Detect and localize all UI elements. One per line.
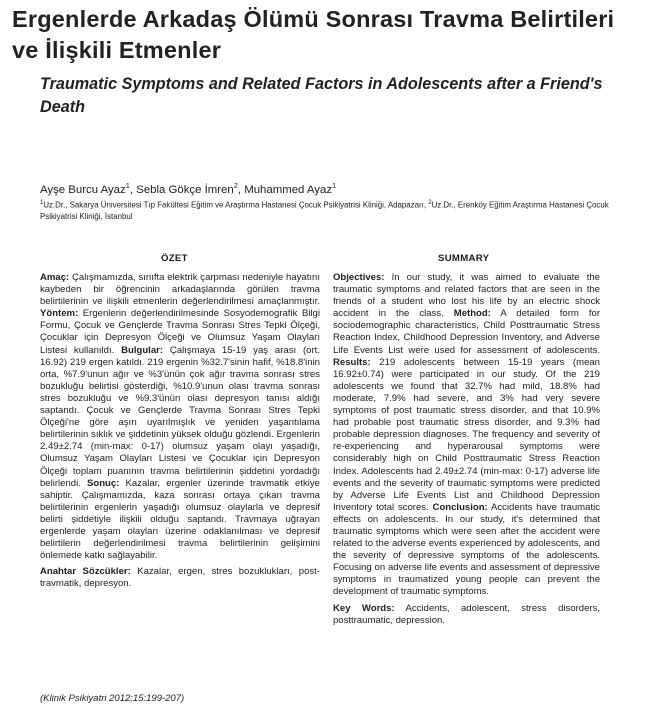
summary-abstract bbox=[333, 272, 600, 627]
amac-label: Amaç: bbox=[40, 272, 70, 283]
author-affiliation-marker: 2 bbox=[233, 181, 238, 190]
sonuc-label: Sonuç: bbox=[87, 477, 120, 489]
author-list: Ayşe Burcu Ayaz$^1$, Sebla Gökçe İmren$^2$, Muhammed Ayaz$^1$ bbox=[40, 181, 337, 196]
ozet-heading: ÖZET bbox=[161, 253, 188, 264]
bulgular-text: Çalışmaya 15-19 yaş arası (ort. 16.92) 219 ergen katıldı. 219 ergenin %32.7'sinin hafif, %18.8'inin orta, %7.9'unun ağır ve %3'ünün çok ağır travma sonrası stres bozukluğu belirtisi gösterdiği, %10.9'unun olası travma sonrası stres bozukluğu ve %9.3'ünün olası depresyon tanısı aldığı saptandı. Çocuk ve Gençlerde Travma Sonrası Stres Tepki Ölçeği'ne göre aşırı uyarılmışlık ve yeniden yaşantılama belirtilerinin sıklık ve şiddetinin yüksek olduğu gözlendi. Ergenlerin 2.49±2.74 (min-max: 0-17) olumsuz yaşam olayı yaşadığı, Olumsuz Yaşam Olayları Listesi ve Çocuklar için Depresyon Ölçeği toplam puanının travma belirtilerinin şiddetini yordadığı belirlendi. bbox=[40, 344, 320, 489]
objectives-text: In our study, it was aimed to evaluate the traumatic symptoms and related factors that are seen in the friends of a student who lost his life by an electric shock accident in the class. bbox=[333, 272, 600, 320]
ozet-body bbox=[40, 272, 320, 562]
summary-keywords bbox=[333, 603, 600, 627]
summary-heading: SUMMARY bbox=[438, 253, 490, 264]
anahtar-sozcukler-label: Anahtar Sözcükler: bbox=[40, 566, 131, 578]
conclusion-label: Conclusion: bbox=[432, 501, 488, 513]
key-words-label: Key Words: bbox=[333, 602, 395, 614]
paper-subtitle-english: Traumatic Symptoms and Related Factors in Adolescents after a Friend's Death bbox=[40, 75, 603, 116]
affiliation-marker: 2 bbox=[428, 200, 432, 206]
author-name: Ayşe Burcu Ayaz bbox=[40, 183, 126, 196]
author-affiliation-marker: 1 bbox=[332, 181, 337, 190]
journal-citation: (Klinik Psikiyatri 2012;15:199-207) bbox=[40, 693, 185, 704]
sonuc-text: Kazalar, ergenler üzerinde travmatik etkiye sahiptir. Çalışmamızda, kaza sonrası ortaya çıkan travma belirtilerinin ergenlerin yaşadığı olumsuz olaylarla ve depresif belirti şiddetiyle ilişkili olduğu saptandı. Travmaya uğrayan ergenlerde yaşam olayları üzerine odaklanılması ve depresif belirtilerin değerlendirilmesi travma belirtilerinin gelişimini önlemede katkı sağlayabilir. bbox=[40, 477, 320, 562]
conclusion-text: Accidents have traumatic effects on adolescents. In our study, it's determined that traumatic symptoms which were seen after the accident were related to the adverse events experienced by adolescents, and the severity of depressive symptoms of the adolescents. Focusing on adverse life events and assessment of depressive symptoms in traumatized young people can prevent the development of traumatic symptoms. bbox=[333, 501, 600, 598]
affiliation-2: Uz.Dr., Erenköy Eğitim Araştırma Hastanesi Çocuk Psikiyatrisi Kliniği, İstanbul bbox=[40, 200, 609, 221]
affiliation-marker: 1 bbox=[40, 200, 44, 206]
method-label: Method: bbox=[453, 308, 491, 320]
amac-text: Çalışmamızda, sınıfta elektrik çarpması nedeniyle hayatını kaybeden bir öğrencinin arkadaşlarında görülen travma belirtilerinin ve ilişkili etmenlerin değerlendirilmesi amaçlanmıştır. bbox=[40, 272, 320, 308]
yontem-label: Yöntem: bbox=[40, 308, 79, 320]
author-name: Sebla Gökçe İmren bbox=[136, 183, 234, 196]
summary-body bbox=[333, 272, 600, 599]
ozet-abstract bbox=[40, 272, 320, 590]
affiliation-1: Uz.Dr., Sakarya Üniversitesi Tıp Fakültesi Eğitim ve Araştırma Hastanesi Çocuk Psikiyatrisi Kliniği, Adapazarı, bbox=[43, 200, 429, 210]
anahtar-sozcukler-text: Kazalar, ergen, stres bozuklukları, post-travmatik, depresyon. bbox=[40, 566, 320, 590]
results-label: Results: bbox=[333, 356, 371, 368]
method-text: A detailed form for sociodemographic characteristics, Child Posttraumatic Stress Reaction Index, Childhood Depression Inventory, and Adverse Life Events List were used for assessment of adolescents. bbox=[333, 308, 600, 356]
author-affiliation-marker: 1 bbox=[125, 181, 130, 190]
ozet-keywords bbox=[40, 566, 320, 590]
author-name: Muhammed Ayaz bbox=[244, 183, 333, 196]
results-text: 219 adolescents between 15-19 years (mean 16.92±0.74) were participated in our study. Of the 219 adolescents we found that 32.7% had mild, 18.8% had moderate, 7.9% had severe, and 3% had very severe symptoms of post traumatic stress disorder, and that 10.9% had probable post traumatic stress disorder, and 9.3% had probable depression diagnoses. The frequency and severity of re-experiencing and hyperarousal symptoms were considerably high on Child Posttraumatic Stress Reaction Index. Adolescents had 2.49±2.74 (min-max: 0-17) adverse life events and the severity of traumatic symptoms were predicted by Adverse Life Events List and Childhood Depression Inventory total scores. bbox=[333, 356, 600, 513]
key-words-text: Accidents, adolescent, stress disorders, posttraumatic, depression. bbox=[333, 602, 600, 626]
objectives-label: Objectives: bbox=[333, 272, 385, 283]
paper-title: Ergenlerde Arkadaş Ölümü Sonrası Travma Belirtileri ve İlişkili Etmenler bbox=[12, 6, 615, 63]
bulgular-label: Bulgular: bbox=[121, 344, 164, 356]
affiliations bbox=[40, 198, 640, 222]
yontem-text: Ergenlerin değerlendirilmesinde Sosyodemografik Bilgi Formu, Çocuk ve Gençlerde Travma Sonrası Stres Tepki Ölçeği, Çocuklar için Depresyon Ölçeği ve Olumsuz Yaşam Olayları Listesi kullanıldı. bbox=[40, 308, 320, 356]
